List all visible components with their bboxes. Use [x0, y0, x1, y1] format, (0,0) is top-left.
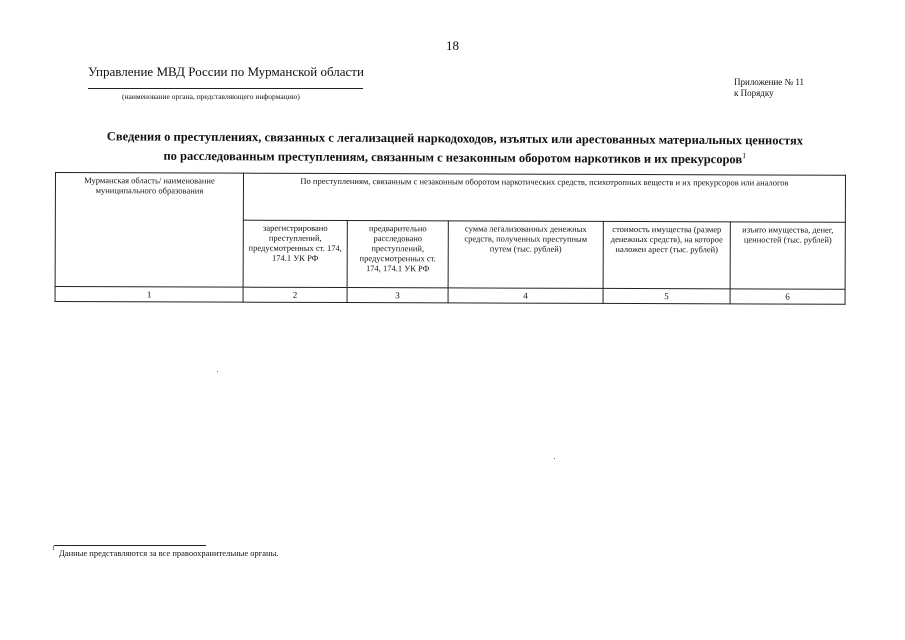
col-header-seized-property: изъято имущества, денег, ценностей (тыс. рублей)	[730, 222, 845, 289]
column-number: 3	[347, 288, 448, 303]
group-header: По преступлениям, связанным с незаконным оборотом наркотических средств, психотропных веществ и их прекурсоров или аналогов	[243, 173, 845, 222]
footnote	[52, 548, 278, 558]
footnote-text: Данные представляются за все правоохранительные органы.	[59, 548, 279, 558]
column-number: 1	[55, 287, 243, 303]
appendix-line-2: к Порядку	[734, 88, 774, 98]
appendix-reference	[734, 77, 804, 99]
title-footnote-mark: 1	[742, 151, 747, 161]
col-header-region: Мурманская область/ наименование муниципального образования	[55, 173, 243, 288]
organization-underline	[88, 88, 363, 89]
organization-caption: (наименование органа, представляющего информацию)	[122, 92, 300, 101]
table-header-row-1	[55, 173, 845, 223]
column-number: 4	[448, 288, 603, 304]
footnote-separator	[54, 545, 206, 546]
title-line-2	[60, 144, 850, 168]
page-number: 18	[446, 38, 459, 53]
appendix-line-1: Приложение № 11	[734, 77, 805, 87]
col-header-legalized-sum: сумма легализованных денежных средств, полученных преступным путем (тыс. рублей)	[448, 221, 603, 289]
title-line-2-text: по расследованным преступлениям, связанным с незаконным оборотом наркотиков и их прекурсоров	[163, 148, 743, 167]
col-header-arrested-value: стоимость имущества (размер денежных средств), на которое наложен арест (тыс. рублей)	[603, 221, 730, 288]
column-number: 2	[243, 287, 347, 302]
column-number: 5	[603, 288, 730, 303]
organization-name: Управление МВД России по Мурманской области	[88, 64, 364, 79]
col-header-registered: зарегистрировано преступлений, предусмотренных ст. 174, 174.1 УК РФ	[243, 220, 347, 287]
scan-speck	[554, 458, 555, 459]
column-number-row	[55, 287, 845, 305]
col-header-investigated: предварительно расследовано преступлений, предусмотренных ст. 174, 174.1 УК РФ	[347, 221, 448, 288]
footnote-mark: 1	[52, 546, 55, 552]
scan-speck	[217, 371, 218, 372]
column-number: 6	[730, 289, 845, 304]
report-table	[55, 172, 846, 305]
document-title	[60, 129, 850, 168]
title-line-1: Сведения о преступлениях, связанных с легализацией наркодоходов, изъятых или арестованных материальных ценностях	[106, 129, 804, 148]
